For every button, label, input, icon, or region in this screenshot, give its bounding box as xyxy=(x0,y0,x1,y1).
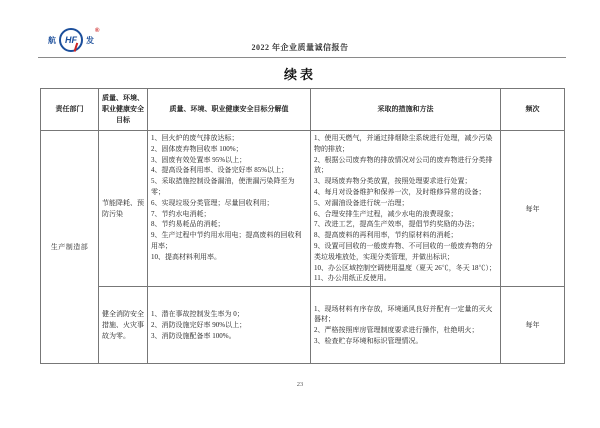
list-item: 6、实现垃圾分类管理；尽量回收利用； xyxy=(151,198,274,207)
list-item: 8、节约易耗品的消耗； xyxy=(151,220,225,229)
list-item: 2、消防设施完好率 90%以上； xyxy=(151,320,247,329)
breakdown-cell xyxy=(148,131,311,287)
list-item: 6、合理安排生产过程，减少水电的浪费现象； xyxy=(314,209,458,218)
col-header-department: 责任部门 xyxy=(41,89,99,131)
department-cell: 生产制造部 xyxy=(41,131,99,364)
col-header-frequency: 频次 xyxy=(501,89,565,131)
list-item: 1、现场材料有序存放，环境通风良好并配有一定量的灭火器材； xyxy=(314,304,493,324)
list-item: 3、现场废弃物分类放置，按照处理要求进行处置； xyxy=(314,177,472,186)
list-item: 4、提高设备利用率、设备完好率 85%以上； xyxy=(151,166,289,175)
logo-right-char: 发® xyxy=(86,27,100,45)
list-item: 2、根据公司废弃物的排放情况对公司的废弃物进行分类排放； xyxy=(314,155,493,175)
list-item: 1、使用天燃气，并通过排烟除尘系统进行处理，减少污染物的排放； xyxy=(314,134,493,153)
list-item: 7、节约水电消耗； xyxy=(151,209,211,218)
list-item: 3、固废有效处置率 95%以上； xyxy=(151,155,247,164)
list-item: 7、改进工艺，提高生产效率，提倡节约奖励的办法； xyxy=(314,220,479,229)
list-item: 2、严格按照库房管理制度要求进行操作，杜绝明火； xyxy=(314,326,479,335)
frequency-cell: 每年 xyxy=(501,287,565,364)
list-item: 11、办公用纸正反使用。 xyxy=(314,274,391,283)
goal-cell: 节能降耗、预防污染 xyxy=(99,131,148,287)
page-number: 23 xyxy=(296,381,304,388)
logo-hf-icon: HF xyxy=(59,28,83,52)
frequency-cell: 每年 xyxy=(501,131,565,287)
header-divider xyxy=(38,57,566,58)
page-title: 续表 xyxy=(283,67,316,82)
list-item: 9、生产过程中节约用水用电；提高废料的回收利用率； xyxy=(151,231,302,250)
list-item: 4、每月对设备维护和保养一次，及时维修异常的设备； xyxy=(314,187,486,196)
logo-left-char: 航 xyxy=(48,35,56,45)
col-header-measures: 采取的措施和方法 xyxy=(311,89,501,131)
goal-cell: 健全消防安全措施、火灾事故为零。 xyxy=(99,287,148,364)
measures-cell xyxy=(311,287,501,364)
measures-cell xyxy=(311,131,501,287)
list-item: 9、设置可回收的一般废弃物、不可回收的一般废弃物的分类垃圾堆放处，实现分类管理，并做出标识； xyxy=(314,241,493,261)
table-row xyxy=(41,131,565,287)
list-item: 10、提高材料利用率。 xyxy=(151,252,221,261)
col-header-goals: 质量、环境、职业健康安全目标 xyxy=(99,89,148,131)
table-row xyxy=(41,287,565,364)
list-item: 1、回火炉的废气排放达标； xyxy=(151,134,239,142)
breakdown-cell xyxy=(148,287,311,364)
list-item: 2、固体废弃物回收率 100%； xyxy=(151,144,243,153)
table-header-row xyxy=(41,89,565,131)
list-item: 3、消防设施配备率 100%。 xyxy=(151,331,236,340)
list-item: 1、潜在事故控制发生率为 0； xyxy=(151,309,244,318)
list-item: 10、办公区域控制空调使用温度（夏天 26℃，冬天 18℃）； xyxy=(314,263,496,272)
document-header-title: 2022 年企业质量诚信报告 xyxy=(251,43,349,52)
col-header-breakdown: 质量、环境、职业健康安全目标分解值 xyxy=(148,89,311,131)
registered-mark: ® xyxy=(95,27,100,34)
goals-measures-table xyxy=(40,88,565,364)
list-item: 5、对漏油设备进行统一治理； xyxy=(314,198,409,207)
list-item: 8、提高废料的再利用率，节约原材料的消耗； xyxy=(314,231,458,240)
list-item: 3、检查贮存环境和标识管理情况。 xyxy=(314,336,423,345)
list-item: 5、采取措施控制设备漏油，使泄漏污染降至为零； xyxy=(151,177,295,196)
